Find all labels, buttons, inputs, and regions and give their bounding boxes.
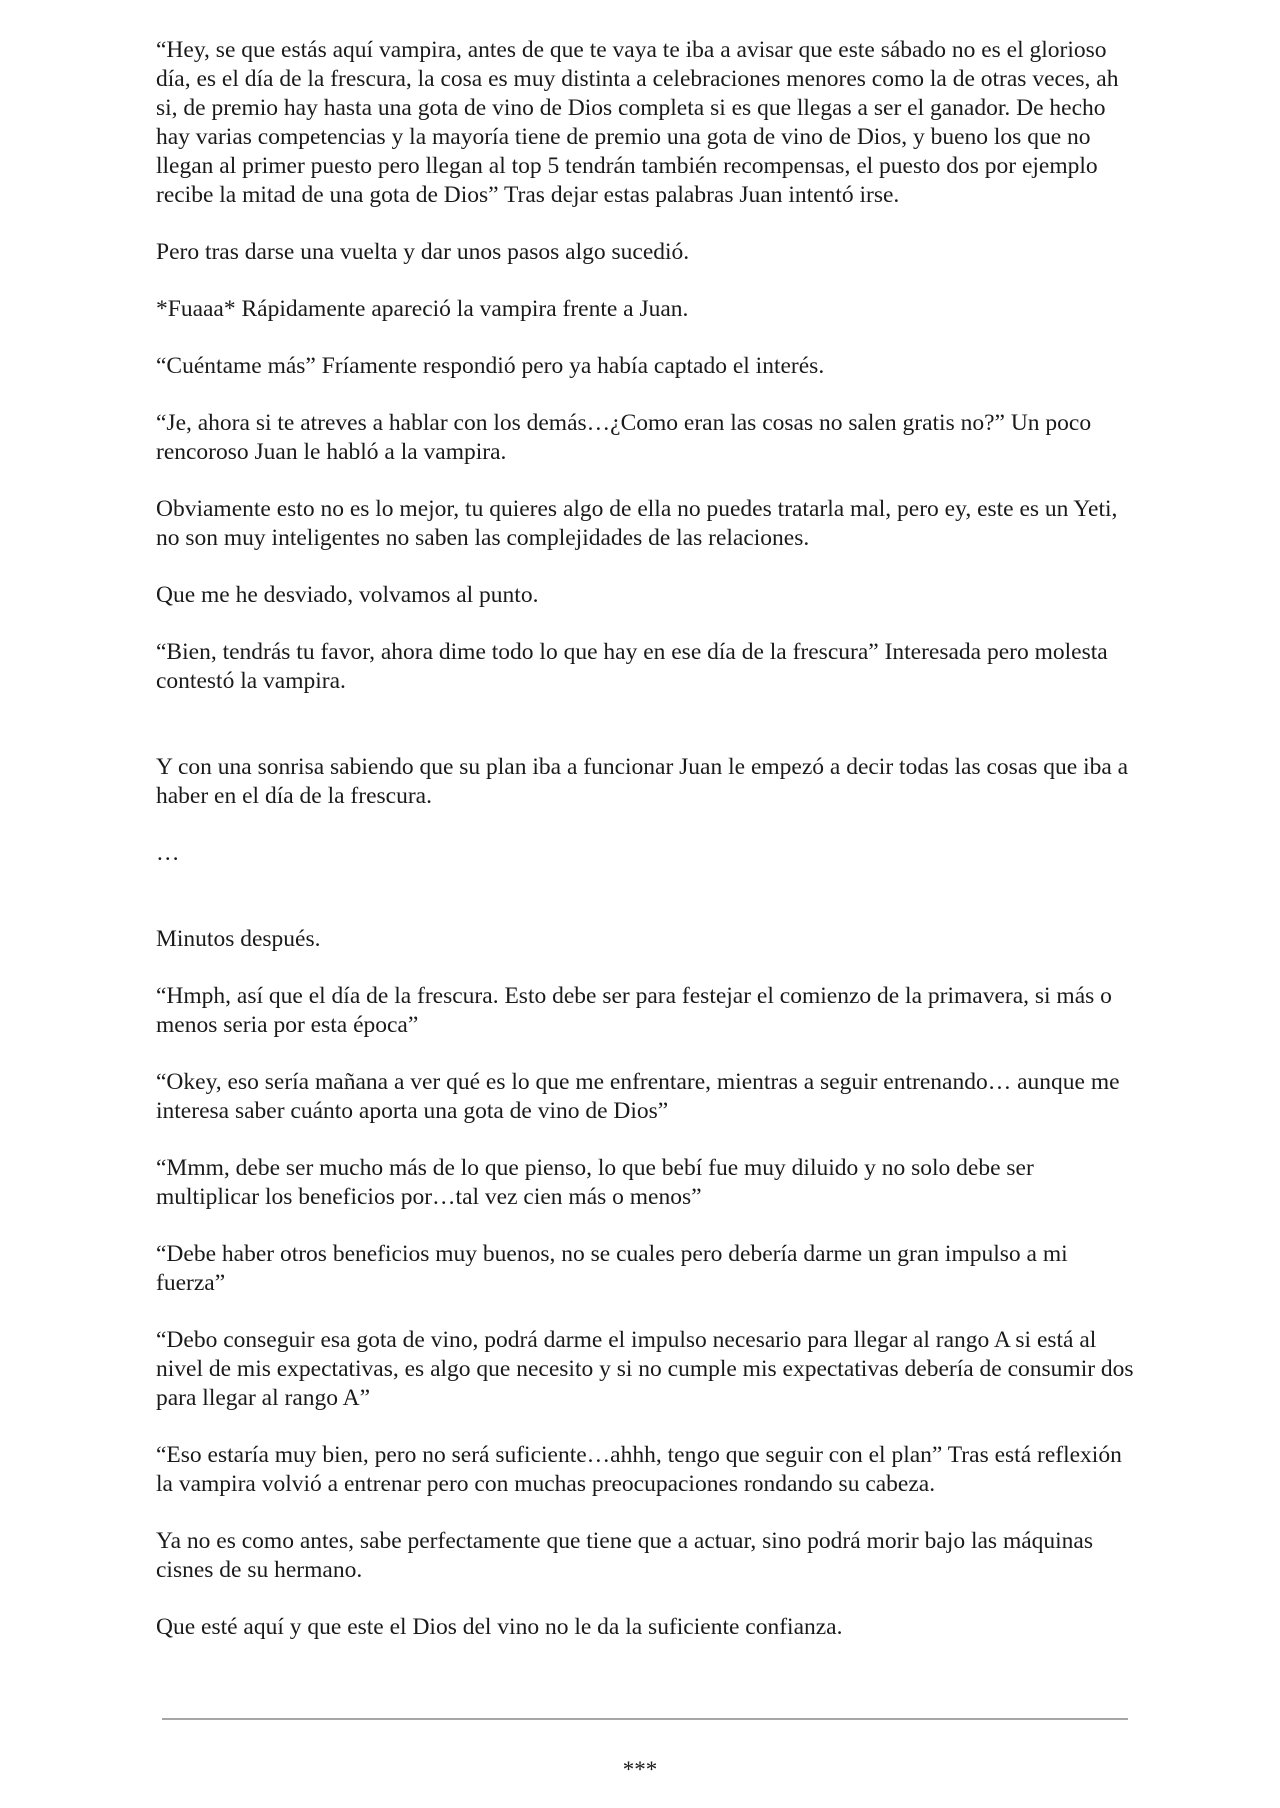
paragraph-4: “Cuéntame más” Fríamente respondió pero ya había captado el interés.: [156, 353, 825, 379]
paragraph-12: “Hmph, así que el día de la frescura. Esto debe ser para festejar el comienzo de la primavera, si más o menos seria por esta época”: [156, 983, 1112, 1038]
paragraph-1: “Hey, se que estás aquí vampira, antes de que te vaya te iba a avisar que este sábado no es el glorioso día, es el día de la frescura, la cosa es muy distinta a celebraciones menores como la de otras veces, ah si, de premio hay hasta una gota de vino de Dios completa si es que llegas a ser el ganador. De hecho hay varias competencias y la mayoría tiene de premio una gota de vino de Dios, y bueno los que no llegan al primer puesto pero llegan al top 5 tendrán también recompensas, el puesto dos por ejemplo recibe la mitad de una gota de Dios” Tras dejar estas palabras Juan intentó irse.: [156, 37, 1119, 208]
paragraph-6: Obviamente esto no es lo mejor, tu quieres algo de ella no puedes tratarla mal, pero ey, este es un Yeti, no son muy inteligentes no saben las complejidades de las relaciones.: [156, 496, 1118, 551]
paragraph-11: Minutos después.: [156, 926, 321, 952]
horizontal-rule: [162, 1718, 1128, 1720]
paragraph-2: Pero tras darse una vuelta y dar unos pasos algo sucedió.: [156, 239, 690, 265]
paragraph-18: Ya no es como antes, sabe perfectamente que tiene que a actuar, sino podrá morir bajo las máquinas cisnes de su hermano.: [156, 1528, 1094, 1583]
paragraph-14: “Mmm, debe ser mucho más de lo que pienso, lo que bebí fue muy diluido y no solo debe ser multiplicar los beneficios por…tal vez cien más o menos”: [156, 1155, 1034, 1210]
paragraph-8: “Bien, tendrás tu favor, ahora dime todo lo que hay en ese día de la frescura” Interesada pero molesta contestó la vampira.: [156, 639, 1108, 694]
paragraph-9: Y con una sonrisa sabiendo que su plan iba a funcionar Juan le empezó a decir todas las cosas que iba a haber en el día de la frescura.: [156, 754, 1129, 809]
paragraph-3: *Fuaaa* Rápidamente apareció la vampira frente a Juan.: [156, 296, 689, 322]
paragraph-16: “Debo conseguir esa gota de vino, podrá darme el impulso necesario para llegar al rango A si está al nivel de mis expectativas, es algo que necesito y si no cumple mis expectativas debería de consumir dos para llegar al rango A”: [156, 1327, 1134, 1411]
document-body: [156, 36, 1136, 1670]
paragraph-17: “Eso estaría muy bien, pero no será suficiente…ahhh, tengo que seguir con el plan” Tras está reflexión la vampira volvió a entrenar pero con muchas preocupaciones rondando su cabeza.: [156, 1442, 1122, 1497]
paragraph-5: “Je, ahora si te atreves a hablar con los demás…¿Como eran las cosas no salen gratis no?” Un poco rencoroso Juan le habló a la vampira.: [156, 410, 1092, 465]
section-separator: ***: [622, 1757, 658, 1782]
paragraph-7: Que me he desviado, volvamos al punto.: [156, 582, 539, 608]
paragraph-19: Que esté aquí y que este el Dios del vino no le da la suficiente confianza.: [156, 1614, 843, 1640]
paragraph-13: “Okey, eso sería mañana a ver qué es lo que me enfrentare, mientras a seguir entrenando… aunque me interesa saber cuánto aporta una gota de vino de Dios”: [156, 1069, 1120, 1124]
paragraph-15: “Debe haber otros beneficios muy buenos, no se cuales pero debería darme un gran impulso a mi fuerza”: [156, 1241, 1068, 1296]
paragraph-ellipsis: …: [156, 840, 180, 866]
